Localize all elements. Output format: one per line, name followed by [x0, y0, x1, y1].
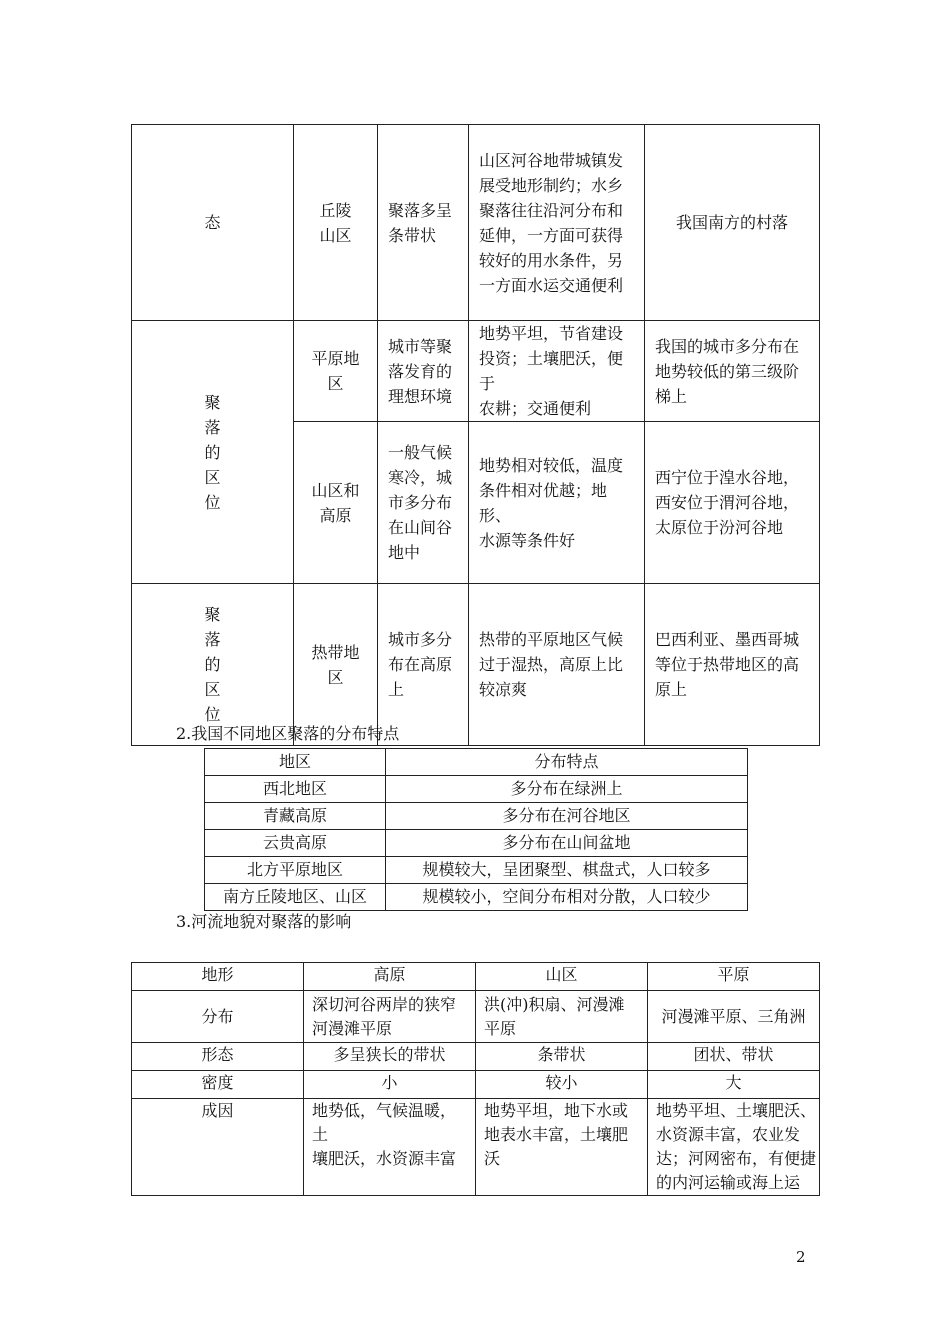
table-cell: 成因 [132, 1099, 304, 1196]
table-cell: 密度 [132, 1071, 304, 1099]
table-cell: 小 [304, 1071, 476, 1099]
table-row [205, 857, 748, 884]
river-landform-table [131, 962, 820, 1196]
table-cell: 团状、带状 [648, 1043, 820, 1071]
table-cell: 巴西利亚、墨西哥城 等位于热带地区的高 原上 [645, 584, 820, 746]
section-heading: 2.我国不同地区聚落的分布特点 [176, 724, 400, 743]
header-cell: 高原 [304, 963, 476, 991]
table-cell: 城市等聚 落发育的 理想环境 [378, 321, 469, 422]
table-cell-merged [132, 321, 294, 584]
table-cell: 山区和 高原 [294, 422, 378, 584]
vertical-text: 聚落的区位 [204, 392, 221, 512]
table-cell: 分布 [132, 991, 304, 1043]
table-cell: 较小 [476, 1071, 648, 1099]
page-number: 2 [796, 1248, 806, 1266]
table-cell: 北方平原地区 [205, 857, 386, 884]
table-cell: 热带的平原地区气候 过于湿热，高原上比 较凉爽 [469, 584, 645, 746]
table-cell: 我国的城市多分布在 地势较低的第三级阶 梯上 [645, 321, 820, 422]
table-row [132, 991, 820, 1043]
header-cell: 地形 [132, 963, 304, 991]
table-row [132, 125, 820, 321]
table-cell: 地势平坦，地下水或 地表水丰富，土壤肥 沃 [476, 1099, 648, 1196]
table-row [205, 776, 748, 803]
table-row [205, 803, 748, 830]
table-cell: 西北地区 [205, 776, 386, 803]
table-cell: 形态 [132, 1043, 304, 1071]
table-cell: 云贵高原 [205, 830, 386, 857]
table-cell: 条带状 [476, 1043, 648, 1071]
table-cell: 态 [132, 125, 294, 321]
table-cell: 洪(冲)积扇、河漫滩 平原 [476, 991, 648, 1043]
table-cell: 地势平坦，节省建设 投资；土壤肥沃，便于 农耕；交通便利 [469, 321, 645, 422]
table-cell: 多分布在绿洲上 [386, 776, 748, 803]
table-cell: 平原地 区 [294, 321, 378, 422]
table-cell: 规模较小，空间分布相对分散，人口较少 [386, 884, 748, 911]
table-cell: 城市多分 布在高原 上 [378, 584, 469, 746]
table-cell: 大 [648, 1071, 820, 1099]
table-row [132, 1043, 820, 1071]
vertical-text: 聚落的区位 [204, 605, 221, 724]
table-row [132, 1099, 820, 1196]
table-header-row [132, 963, 820, 991]
table-cell: 丘陵 山区 [294, 125, 378, 321]
table-cell: 西宁位于湟水谷地， 西安位于渭河谷地， 太原位于汾河谷地 [645, 422, 820, 584]
table-cell: 热带地 区 [294, 584, 378, 746]
table-cell: 河漫滩平原、三角洲 [648, 991, 820, 1043]
table-row [132, 321, 820, 422]
table-cell: 地势平坦、土壤肥沃、 水资源丰富，农业发 达；河网密布，有便捷 的内河运输或海上运 [648, 1099, 820, 1196]
table-cell: 规模较大，呈团聚型、棋盘式，人口较多 [386, 857, 748, 884]
regional-distribution-table [204, 748, 748, 911]
table-row [132, 584, 820, 746]
table-cell: 青藏高原 [205, 803, 386, 830]
table-cell: 深切河谷两岸的狭窄 河漫滩平原 [304, 991, 476, 1043]
table-cell: 多分布在河谷地区 [386, 803, 748, 830]
header-cell: 山区 [476, 963, 648, 991]
table-cell: 我国南方的村落 [645, 125, 820, 321]
table-cell: 地势低，气候温暖，土 壤肥沃，水资源丰富 [304, 1099, 476, 1196]
table-cell: 多分布在山间盆地 [386, 830, 748, 857]
table-row [205, 830, 748, 857]
header-cell: 平原 [648, 963, 820, 991]
table-cell: 山区河谷地带城镇发 展受地形制约；水乡 聚落往往沿河分布和 延伸，一方面可获得 较好的用水条件，另 一方面水运交通便利 [469, 125, 645, 321]
table-cell: 地势相对较低，温度 条件相对优越；地形、 水源等条件好 [469, 422, 645, 584]
table-cell: 一般气候 寒冷，城 市多分布 在山间谷 地中 [378, 422, 469, 584]
section-heading: 3.河流地貌对聚落的影响 [176, 912, 352, 931]
settlement-location-table [131, 124, 820, 746]
table-row [205, 884, 748, 911]
table-row [132, 1071, 820, 1099]
header-cell: 地区 [205, 749, 386, 776]
header-cell: 分布特点 [386, 749, 748, 776]
table-cell: 南方丘陵地区、山区 [205, 884, 386, 911]
table-cell: 聚落多呈 条带状 [378, 125, 469, 321]
table-header-row [205, 749, 748, 776]
table-cell [132, 584, 294, 746]
table-cell: 多呈狭长的带状 [304, 1043, 476, 1071]
